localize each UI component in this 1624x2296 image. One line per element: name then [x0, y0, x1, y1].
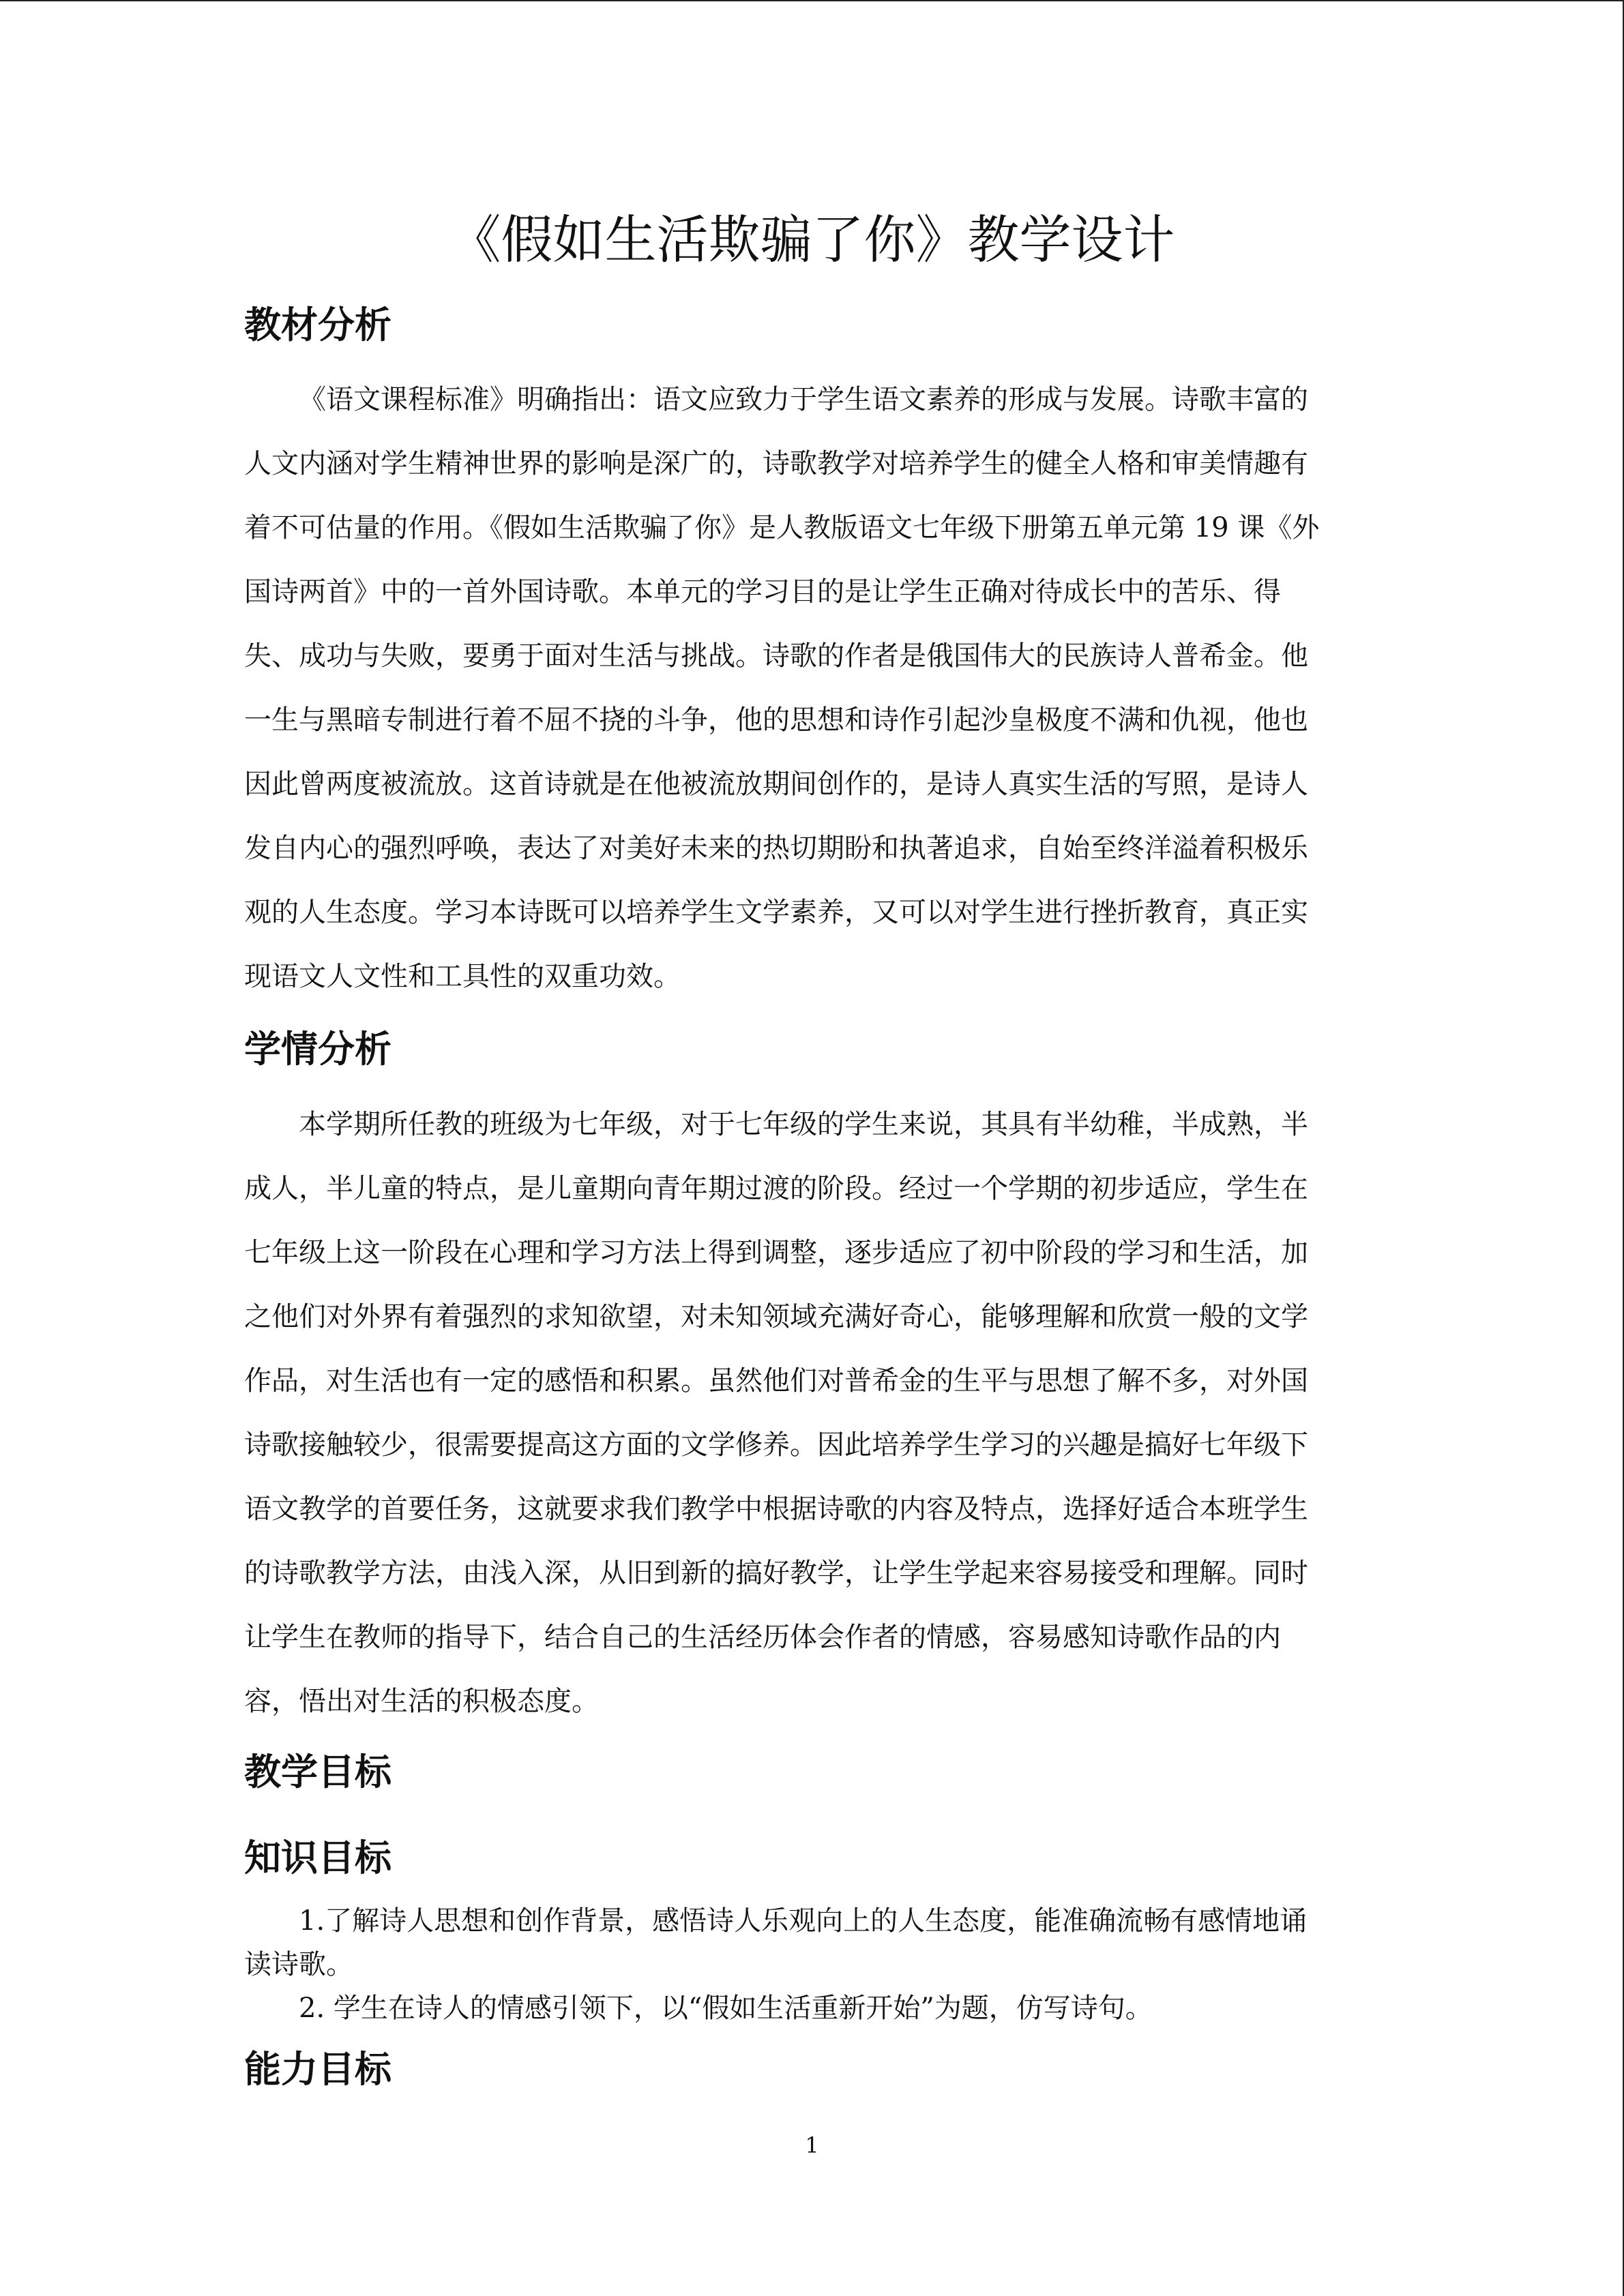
- paragraph-line: 观的人生态度。学习本诗既可以培养学生文学素养，又可以对学生进行挫折教育，真正实: [244, 897, 1308, 928]
- paragraph-line: 的诗歌教学方法，由浅入深，从旧到新的搞好教学，让学生学起来容易接受和理解。同时: [244, 1557, 1308, 1589]
- paragraph-line: 发自内心的强烈呼唤，表达了对美好未来的热切期盼和执著追求，自始至终洋溢着积极乐: [244, 833, 1308, 864]
- goal-line: 读诗歌。: [244, 1949, 353, 1980]
- paragraph-line: 国诗两首》中的一首外国诗歌。本单元的学习目的是让学生正确对待成长中的苦乐、得: [244, 576, 1281, 608]
- heading-ability-goals: 能力目标: [244, 2048, 392, 2091]
- paragraph-line: 失、成功与失败，要勇于面对生活与挑战。诗歌的作者是俄国伟大的民族诗人普希金。他: [244, 640, 1308, 672]
- paragraph-line: 因此曾两度被流放。这首诗就是在他被流放期间创作的，是诗人真实生活的写照，是诗人: [244, 769, 1308, 800]
- heading-student-analysis: 学情分析: [244, 1028, 392, 1071]
- paragraph-line: 成人，半儿童的特点，是儿童期向青年期过渡的阶段。经过一个学期的初步适应，学生在: [244, 1173, 1308, 1204]
- paragraph-line: 之他们对外界有着强烈的求知欲望，对未知领域充满好奇心，能够理解和欣赏一般的文学: [244, 1301, 1308, 1332]
- paragraph-line: 一生与黑暗专制进行着不屈不挠的斗争，他的思想和诗作引起沙皇极度不满和仇视，他也: [244, 704, 1308, 736]
- goal-line: 2. 学生在诗人的情感引领下，以“假如生活重新开始”为题，仿写诗句。: [299, 1993, 1153, 2024]
- goal-line: 1.了解诗人思想和创作背景，感悟诗人乐观向上的人生态度，能准确流畅有感情地诵: [299, 1905, 1308, 1937]
- paragraph-student-analysis: [244, 1092, 1370, 1733]
- paragraph-line: 本学期所任教的班级为七年级，对于七年级的学生来说，其具有半幼稚，半成熟，半: [299, 1109, 1308, 1140]
- paragraph-line: 人文内涵对学生精神世界的影响是深广的，诗歌教学对培养学生的健全人格和审美情趣有: [244, 448, 1308, 479]
- heading-teaching-goals: 教学目标: [244, 1750, 392, 1793]
- paragraph-line: 《语文课程标准》明确指出：语文应致力于学生语文素养的形成与发展。诗歌丰富的: [299, 384, 1308, 415]
- paragraph-line: 让学生在教师的指导下，结合自己的生活经历体会作者的情感，容易感知诗歌作品的内: [244, 1622, 1281, 1653]
- paragraph-line: 作品，对生活也有一定的感悟和积累。虽然他们对普希金的生平与思想了解不多，对外国: [244, 1365, 1308, 1397]
- paragraph-line: 语文教学的首要任务，这就要求我们教学中根据诗歌的内容及特点，选择好适合本班学生: [244, 1493, 1308, 1525]
- paragraph-line: 着不可估量的作用。《假如生活欺骗了你》是人教版语文七年级下册第五单元第 19 课《外: [244, 512, 1320, 543]
- paragraph-line: 诗歌接触较少，很需要提高这方面的文学修养。因此培养学生学习的兴趣是搞好七年级下: [244, 1429, 1308, 1461]
- paragraph-line: 七年级上这一阶段在心理和学习方法上得到调整，逐步适应了初中阶段的学习和生活，加: [244, 1237, 1308, 1268]
- heading-material-analysis: 教材分析: [244, 303, 392, 346]
- paragraph-line: 容，悟出对生活的积极态度。: [244, 1686, 599, 1717]
- paragraph-material-analysis: [244, 368, 1370, 1009]
- page-number: 1: [805, 2132, 819, 2158]
- heading-knowledge-goals: 知识目标: [244, 1836, 392, 1879]
- paragraph-line: 现语文人文性和工具性的双重功效。: [244, 961, 681, 992]
- document-title: 《假如生活欺骗了你》教学设计: [449, 209, 1175, 270]
- paragraph-knowledge-goals: [244, 1899, 1370, 2030]
